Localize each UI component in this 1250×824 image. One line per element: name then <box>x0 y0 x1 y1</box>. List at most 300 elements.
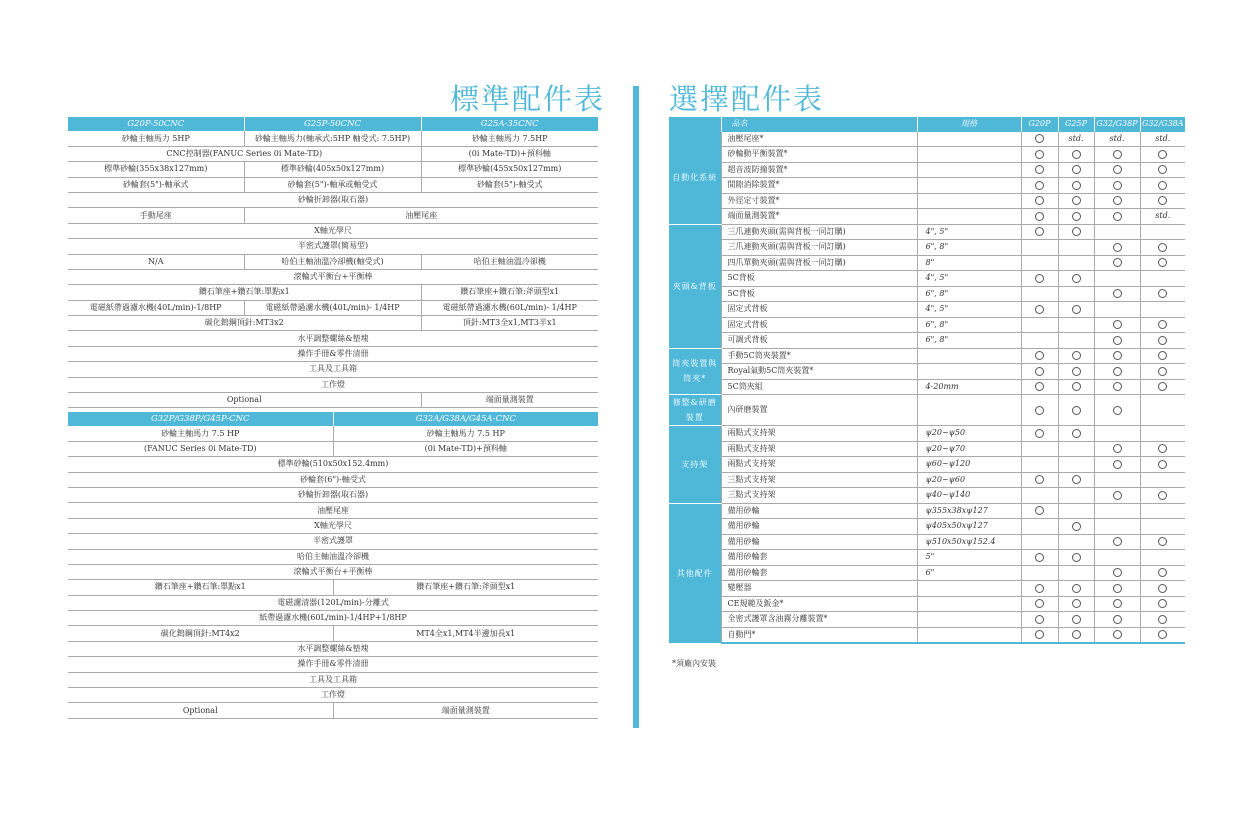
circle-icon <box>1158 351 1167 360</box>
circle-icon <box>1072 615 1081 624</box>
optional-mark <box>1058 162 1094 178</box>
optional-mark <box>1094 178 1140 194</box>
circle-icon <box>1113 460 1122 469</box>
table-cell: 砂輪主軸馬力(軸承式:5HP 軸受式: 7.5HP) <box>244 131 421 146</box>
table-row <box>669 132 1185 147</box>
optional-mark <box>1058 612 1094 628</box>
table-row <box>68 331 598 346</box>
item-name: 備用砂輪套 <box>721 565 917 581</box>
table-row <box>68 580 598 595</box>
circle-icon <box>1158 367 1167 376</box>
item-spec: ψ20~ψ70 <box>917 441 1021 457</box>
table-row <box>669 379 1185 395</box>
circle-icon <box>1158 568 1167 577</box>
availability-cell <box>1058 255 1094 271</box>
circle-icon <box>1072 382 1081 391</box>
table-header: G32/G38A <box>1140 117 1185 132</box>
circle-icon <box>1113 351 1122 360</box>
circle-icon <box>1158 289 1167 298</box>
table-header: G20P-50CNC <box>68 117 244 131</box>
optional-mark <box>1094 147 1140 163</box>
optional-mark <box>1140 612 1185 628</box>
item-name: 兩點式支持架 <box>721 426 917 442</box>
table-cell: 砂輪折卸器(取石器) <box>68 487 598 502</box>
optional-mark <box>1140 348 1185 364</box>
table-row <box>669 550 1185 566</box>
circle-icon <box>1113 406 1122 415</box>
optional-mark <box>1021 193 1058 209</box>
item-spec <box>917 596 1021 612</box>
item-name: 備用砂輪套 <box>721 550 917 566</box>
optional-mark <box>1094 193 1140 209</box>
optional-mark <box>1021 550 1058 566</box>
optional-mark <box>1094 395 1140 426</box>
item-spec <box>917 627 1021 643</box>
table-row <box>68 393 598 408</box>
optional-mark <box>1140 178 1185 194</box>
table-cell: 端面量測裝置 <box>421 393 598 408</box>
circle-icon <box>1035 196 1044 205</box>
circle-icon <box>1113 568 1122 577</box>
item-spec: ψ60~ψ120 <box>917 457 1021 473</box>
circle-icon <box>1035 305 1044 314</box>
table-row <box>669 612 1185 628</box>
table-row <box>68 688 598 703</box>
optional-mark <box>1058 271 1094 287</box>
circle-icon <box>1113 212 1122 221</box>
item-spec: ψ20~ψ60 <box>917 472 1021 488</box>
circle-icon <box>1113 243 1122 252</box>
item-spec: 6" <box>917 565 1021 581</box>
circle-icon <box>1158 243 1167 252</box>
table-row <box>68 611 598 626</box>
circle-icon <box>1072 351 1081 360</box>
optional-mark <box>1058 348 1094 364</box>
table-row <box>669 286 1185 302</box>
table-cell: 砂輪主軸馬力 7.5HP <box>421 131 598 146</box>
table-cell: 砂輪主軸馬力 7.5 HP <box>68 426 333 441</box>
optional-mark <box>1021 209 1058 225</box>
item-spec <box>917 395 1021 426</box>
circle-icon <box>1113 367 1122 376</box>
table-cell: 標準砂輪(510x50x152.4mm) <box>68 457 598 472</box>
table-header <box>669 117 721 132</box>
table-header: G32/G38P <box>1094 117 1140 132</box>
item-spec <box>917 581 1021 597</box>
circle-icon <box>1072 196 1081 205</box>
circle-icon <box>1072 165 1081 174</box>
availability-cell <box>1021 286 1058 302</box>
availability-cell <box>1058 534 1094 550</box>
optional-mark <box>1021 302 1058 318</box>
optional-mark <box>1058 581 1094 597</box>
table-cell: 標準砂輪(455x50x127mm) <box>421 162 598 177</box>
optional-mark <box>1021 426 1058 442</box>
table-row <box>68 457 598 472</box>
table-row <box>669 162 1185 178</box>
optional-mark <box>1140 457 1185 473</box>
optional-accessories-title: 選擇配件表 <box>669 82 825 116</box>
table-row <box>669 317 1185 333</box>
table-cell: 紙帶過濾水機(60L/min)-1/4HP+1/8HP <box>68 611 598 626</box>
availability-cell <box>1021 333 1058 349</box>
table-cell: 端面量測裝置 <box>333 703 598 718</box>
table-row <box>669 193 1185 209</box>
table-cell: 滾輪式平衡台+平衡棒 <box>68 564 598 579</box>
item-spec: ψ20~ψ50 <box>917 426 1021 442</box>
circle-icon <box>1158 196 1167 205</box>
circle-icon <box>1158 460 1167 469</box>
circle-icon <box>1072 599 1081 608</box>
item-spec: ψ355x38xψ127 <box>917 503 1021 519</box>
item-spec: ψ40~ψ140 <box>917 488 1021 504</box>
optional-mark <box>1058 472 1094 488</box>
table-cell: 鑽石筆座+鑽石筆:斧頭型x1 <box>421 285 598 300</box>
item-name: 油壓尾座* <box>721 132 917 147</box>
optional-mark <box>1094 581 1140 597</box>
circle-icon <box>1035 274 1044 283</box>
circle-icon <box>1158 258 1167 267</box>
item-spec: 4-20mm <box>917 379 1021 395</box>
circle-icon <box>1035 181 1044 190</box>
item-spec <box>917 364 1021 380</box>
optional-mark <box>1021 612 1058 628</box>
table-cell: 鑽石筆座+鑽石筆:單點x1 <box>68 285 421 300</box>
table-cell: Optional <box>68 703 333 718</box>
item-name: 四爪單動夾頭(需與背板一同訂購) <box>721 255 917 271</box>
item-spec <box>917 132 1021 147</box>
table-cell: 工作燈 <box>68 688 598 703</box>
table-header: 品名 <box>721 117 917 132</box>
item-name: CE規範及鈑金* <box>721 596 917 612</box>
availability-cell <box>1140 472 1185 488</box>
table-row <box>68 534 598 549</box>
optional-mark <box>1094 488 1140 504</box>
optional-mark <box>1094 612 1140 628</box>
availability-cell <box>1140 302 1185 318</box>
item-name: 兩點式支持架 <box>721 457 917 473</box>
optional-mark <box>1140 488 1185 504</box>
availability-cell: std. <box>1058 132 1094 147</box>
circle-icon <box>1072 475 1081 484</box>
circle-icon <box>1158 165 1167 174</box>
circle-icon <box>1158 150 1167 159</box>
item-name: 自動門* <box>721 627 917 643</box>
availability-cell <box>1140 224 1185 240</box>
availability-cell <box>1058 565 1094 581</box>
table-cell: 工作燈 <box>68 377 598 392</box>
optional-mark <box>1021 472 1058 488</box>
table-cell: (0i Mate-TD)+預科軸 <box>421 146 598 161</box>
table-cell: 砂輪套(5")-軸承式 <box>68 177 244 192</box>
availability-cell <box>1058 317 1094 333</box>
item-name: 端面量測裝置* <box>721 209 917 225</box>
circle-icon <box>1035 553 1044 562</box>
table-header: G25P <box>1058 117 1094 132</box>
circle-icon <box>1035 150 1044 159</box>
availability-cell <box>1094 472 1140 488</box>
table-cell: 操作手冊&零件清冊 <box>68 657 598 672</box>
optional-mark <box>1094 240 1140 256</box>
table-row <box>68 254 598 269</box>
table-row <box>669 503 1185 519</box>
table-cell: 哈伯主軸油溫冷卻機 <box>421 254 598 269</box>
circle-icon <box>1113 382 1122 391</box>
table-header: G32A/G38A/G45A-CNC <box>333 412 598 426</box>
item-spec <box>917 209 1021 225</box>
circle-icon <box>1072 406 1081 415</box>
item-name: 備用砂輪 <box>721 519 917 535</box>
optional-mark <box>1021 162 1058 178</box>
availability-cell <box>1094 302 1140 318</box>
item-spec: 4", 5" <box>917 271 1021 287</box>
optional-mark <box>1094 162 1140 178</box>
optional-mark <box>1021 379 1058 395</box>
circle-icon <box>1035 475 1044 484</box>
item-name: 兩點式支持架 <box>721 441 917 457</box>
table-row <box>669 457 1185 473</box>
table-row <box>669 472 1185 488</box>
optional-mark <box>1021 627 1058 643</box>
item-spec <box>917 178 1021 194</box>
table-row <box>669 302 1185 318</box>
table-cell: 電磁濾清器(120L/min)-分離式 <box>68 595 598 610</box>
table-cell: 砂輪套(5")-軸承或軸受式 <box>244 177 421 192</box>
optional-mark <box>1058 395 1094 426</box>
table-row <box>669 395 1185 426</box>
optional-mark <box>1140 147 1185 163</box>
table-row <box>68 377 598 392</box>
circle-icon <box>1158 382 1167 391</box>
circle-icon <box>1158 444 1167 453</box>
table-row <box>68 549 598 564</box>
item-spec: 6", 8" <box>917 240 1021 256</box>
optional-mark <box>1094 348 1140 364</box>
circle-icon <box>1158 491 1167 500</box>
table-row <box>669 488 1185 504</box>
category-label: 修整&研磨裝置 <box>669 395 721 426</box>
availability-cell <box>1058 457 1094 473</box>
availability-cell <box>1094 271 1140 287</box>
circle-icon <box>1035 406 1044 415</box>
optional-mark <box>1058 550 1094 566</box>
table-cell: 砂輪套(6")-軸受式 <box>68 472 598 487</box>
table-row <box>669 271 1185 287</box>
availability-cell <box>1058 333 1094 349</box>
page-divider <box>633 86 639 728</box>
circle-icon <box>1113 289 1122 298</box>
optional-mark <box>1094 333 1140 349</box>
optional-mark <box>1058 627 1094 643</box>
circle-icon <box>1035 429 1044 438</box>
table-cell: 砂輪套(5")-軸受式 <box>421 177 598 192</box>
optional-mark <box>1021 178 1058 194</box>
table-cell: X軸光學尺 <box>68 518 598 533</box>
table-cell: 半密式護罩(簡易型) <box>68 239 598 254</box>
item-spec: 8" <box>917 255 1021 271</box>
table-row <box>68 177 598 192</box>
item-spec: 6", 8" <box>917 333 1021 349</box>
availability-cell <box>1140 503 1185 519</box>
table-cell: 標準砂輪(405x50x127mm) <box>244 162 421 177</box>
table-cell: 哈伯主軸油溫冷卻機 <box>68 549 598 564</box>
table-row <box>68 269 598 284</box>
availability-cell <box>1058 441 1094 457</box>
circle-icon <box>1072 553 1081 562</box>
circle-icon <box>1035 351 1044 360</box>
availability-cell: std. <box>1140 132 1185 147</box>
table-row <box>669 255 1185 271</box>
optional-mark <box>1058 596 1094 612</box>
circle-icon <box>1113 165 1122 174</box>
availability-cell <box>1021 457 1058 473</box>
circle-icon <box>1035 367 1044 376</box>
circle-icon <box>1113 599 1122 608</box>
table-cell: 碳化鎢鋼頂針:MT3x2 <box>68 316 421 331</box>
table-row <box>68 285 598 300</box>
circle-icon <box>1158 336 1167 345</box>
circle-icon <box>1035 227 1044 236</box>
circle-icon <box>1113 537 1122 546</box>
item-name: 全密式護罩含油霧分離裝置* <box>721 612 917 628</box>
item-name: 超音波防撞裝置* <box>721 162 917 178</box>
optional-mark <box>1021 364 1058 380</box>
item-name: 固定式背板 <box>721 317 917 333</box>
standard-accessories-table-2 <box>68 412 598 719</box>
optional-mark <box>1094 565 1140 581</box>
table-row <box>68 162 598 177</box>
optional-mark <box>1094 627 1140 643</box>
circle-icon <box>1072 212 1081 221</box>
circle-icon <box>1158 615 1167 624</box>
optional-mark <box>1021 271 1058 287</box>
optional-mark <box>1140 240 1185 256</box>
table-cell: 工具及工具箱 <box>68 362 598 377</box>
item-name: 砂輪動平衡裝置* <box>721 147 917 163</box>
table-row <box>68 518 598 533</box>
optional-mark <box>1021 348 1058 364</box>
table-row <box>68 362 598 377</box>
table-row <box>68 146 598 161</box>
optional-mark <box>1094 534 1140 550</box>
table-row <box>669 147 1185 163</box>
table-row <box>68 487 598 502</box>
table-row <box>68 131 598 146</box>
table-cell: 半密式護罩 <box>68 534 598 549</box>
circle-icon <box>1072 429 1081 438</box>
item-spec: 6", 8" <box>917 317 1021 333</box>
item-spec <box>917 193 1021 209</box>
optional-mark <box>1094 364 1140 380</box>
optional-mark <box>1140 379 1185 395</box>
item-name: 可調式背板 <box>721 333 917 349</box>
optional-mark <box>1021 147 1058 163</box>
circle-icon <box>1158 599 1167 608</box>
optional-mark <box>1140 317 1185 333</box>
table-cell: Optional <box>68 393 421 408</box>
circle-icon <box>1035 382 1044 391</box>
table-cell: X軸光學尺 <box>68 223 598 238</box>
table-cell: 哈伯主軸油溫冷卻機(軸受式) <box>244 254 421 269</box>
table-row <box>68 208 598 223</box>
table-row <box>669 581 1185 597</box>
circle-icon <box>1113 584 1122 593</box>
circle-icon <box>1035 165 1044 174</box>
availability-cell <box>1021 255 1058 271</box>
optional-mark <box>1140 596 1185 612</box>
availability-cell <box>1021 441 1058 457</box>
circle-icon <box>1072 367 1081 376</box>
availability-cell <box>1140 426 1185 442</box>
table-row <box>669 178 1185 194</box>
item-name: 5C背板 <box>721 271 917 287</box>
table-cell: 操作手冊&零件清冊 <box>68 346 598 361</box>
table-row <box>68 426 598 441</box>
standard-accessories-title: 標準配件表 <box>450 82 606 116</box>
optional-mark <box>1058 224 1094 240</box>
item-name: 固定式背板 <box>721 302 917 318</box>
optional-mark <box>1021 596 1058 612</box>
item-name: 三爪連動夾頭(需與背板一同訂購) <box>721 240 917 256</box>
table-cell: MT4全x1,MT4半邊加長x1 <box>333 626 598 641</box>
item-name: 5C筒夾組 <box>721 379 917 395</box>
table-cell: 油壓尾座 <box>68 503 598 518</box>
table-cell: 電磁紙帶過濾水機(40L/min)- 1/4HP <box>244 300 421 315</box>
table-row <box>68 239 598 254</box>
table-cell: N/A <box>68 254 244 269</box>
optional-mark <box>1058 209 1094 225</box>
table-row <box>68 672 598 687</box>
category-label: 其他配件 <box>669 503 721 643</box>
availability-cell <box>1094 519 1140 535</box>
optional-mark <box>1021 132 1058 147</box>
item-spec <box>917 162 1021 178</box>
footnote: *須廠內安裝 <box>672 659 716 668</box>
table-cell: 油壓尾座 <box>244 208 598 223</box>
optional-accessories-table <box>669 117 1185 644</box>
optional-mark <box>1094 209 1140 225</box>
table-row <box>68 703 598 718</box>
availability-cell <box>1058 488 1094 504</box>
optional-mark <box>1021 503 1058 519</box>
item-name: 內研磨裝置 <box>721 395 917 426</box>
optional-mark <box>1140 162 1185 178</box>
availability-cell <box>1058 503 1094 519</box>
availability-cell <box>1021 488 1058 504</box>
category-label: 自動化系統 <box>669 132 721 225</box>
table-row <box>669 627 1185 643</box>
item-spec: 4", 5" <box>917 302 1021 318</box>
table-row <box>68 316 598 331</box>
circle-icon <box>1035 212 1044 221</box>
table-row <box>68 626 598 641</box>
circle-icon <box>1072 181 1081 190</box>
category-label: 支持架 <box>669 426 721 504</box>
table-row <box>669 240 1185 256</box>
standard-accessories-table-1 <box>68 117 598 408</box>
item-name: 間隙消除裝置* <box>721 178 917 194</box>
optional-mark <box>1021 224 1058 240</box>
availability-cell: std. <box>1094 132 1140 147</box>
item-spec: 4", 5" <box>917 224 1021 240</box>
table-cell: 電磁紙帶過濾水機(60L/min)- 1/4HP <box>421 300 598 315</box>
table-cell: 工具及工具箱 <box>68 672 598 687</box>
optional-mark <box>1094 457 1140 473</box>
table-header: G32P/G38P/G45P-CNC <box>68 412 333 426</box>
table-row <box>669 534 1185 550</box>
circle-icon <box>1113 336 1122 345</box>
item-name: Royal氣動5C筒夾裝置* <box>721 364 917 380</box>
